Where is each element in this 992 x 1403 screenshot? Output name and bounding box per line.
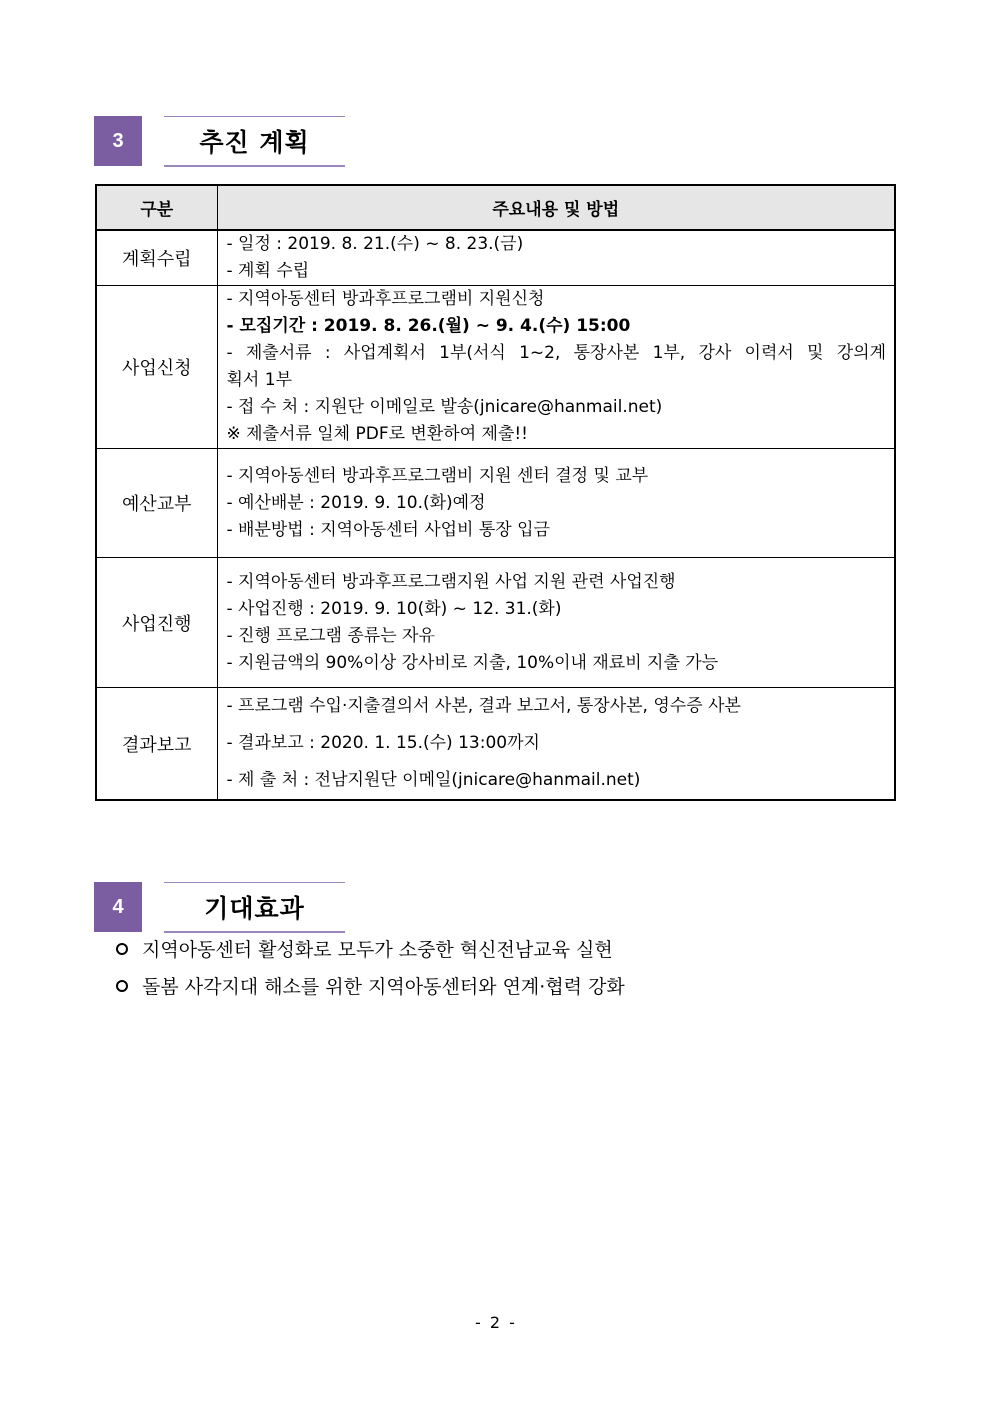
table-row [96,558,895,688]
row-category: 사업진행 [96,558,217,688]
content-line: - 일정 : 2019. 8. 21.(수) ~ 8. 23.(금) [226,234,524,254]
content-line: - 지역아동센터 방과후프로그램지원 사업 지원 관련 사업진행 [226,571,676,592]
table-row [96,688,895,801]
list-item [116,967,625,1004]
table-header-row [96,185,895,230]
content-line: 획서 1부 [226,370,292,390]
section-3-number: 3 [94,116,142,166]
effect-text: 지역아동센터 활성화로 모두가 소중한 혁신전남교육 실현 [142,939,613,961]
row-category: 결과보고 [96,688,217,801]
content-line: - 지역아동센터 방과후프로그램비 지원 센터 결정 및 교부 [226,465,649,486]
table-row [96,230,895,286]
row-content [217,558,895,688]
row-category: 예산교부 [96,449,217,558]
content-line: - 사업진행 : 2019. 9. 10(화) ~ 12. 31.(화) [226,598,562,619]
table-row [96,449,895,558]
circle-bullet-icon [116,943,128,955]
section-3-header [94,116,345,166]
content-line: - 제출서류 : 사업계획서 1부(서식 1~2, 통장사본 1부, 강사 이력서 및 강의계 [226,343,886,363]
list-item [116,930,625,967]
row-category: 계획수립 [96,230,217,286]
row-content [217,230,895,286]
table-row [96,286,895,449]
section-4-title: 기대효과 [164,882,345,933]
page-number: - 2 - [475,1313,517,1332]
content-line: ※ 제출서류 일체 PDF로 변환하여 제출!! [226,424,528,444]
content-line: - 계획 수립 [226,261,310,281]
content-line: - 제 출 처 : 전남지원단 이메일(jnicare@hanmail.net) [226,770,641,790]
content-line: - 프로그램 수입·지출결의서 사본, 결과 보고서, 통장사본, 영수증 사본 [226,696,741,716]
content-line: - 예산배분 : 2019. 9. 10.(화)예정 [226,492,486,513]
content-line: - 지원금액의 90%이상 강사비로 지출, 10%이내 재료비 지출 가능 [226,652,719,673]
circle-bullet-icon [116,980,128,992]
row-content [217,449,895,558]
row-content [217,688,895,801]
content-line: - 접 수 처 : 지원단 이메일로 발송(jnicare@hanmail.net) [226,397,663,417]
row-content [217,286,895,449]
section-4-number: 4 [94,882,142,932]
row-category: 사업신청 [96,286,217,449]
content-line: - 결과보고 : 2020. 1. 15.(수) 13:00까지 [226,733,540,753]
content-line: - 지역아동센터 방과후프로그램비 지원신청 [226,289,545,309]
header-category: 구분 [96,185,217,230]
header-content: 주요내용 및 방법 [217,185,895,230]
effect-text: 돌봄 사각지대 해소를 위한 지역아동센터와 연계·협력 강화 [142,976,625,998]
content-line: - 배분방법 : 지역아동센터 사업비 통장 입금 [226,519,550,540]
content-line: - 모집기간 : 2019. 8. 26.(월) ~ 9. 4.(수) 15:00 [226,316,631,336]
section-3-title: 추진 계획 [164,116,345,167]
section-4-header [94,882,345,932]
content-line: - 진행 프로그램 종류는 자유 [226,625,435,646]
effects-list [116,930,625,1004]
plan-table [95,184,896,801]
